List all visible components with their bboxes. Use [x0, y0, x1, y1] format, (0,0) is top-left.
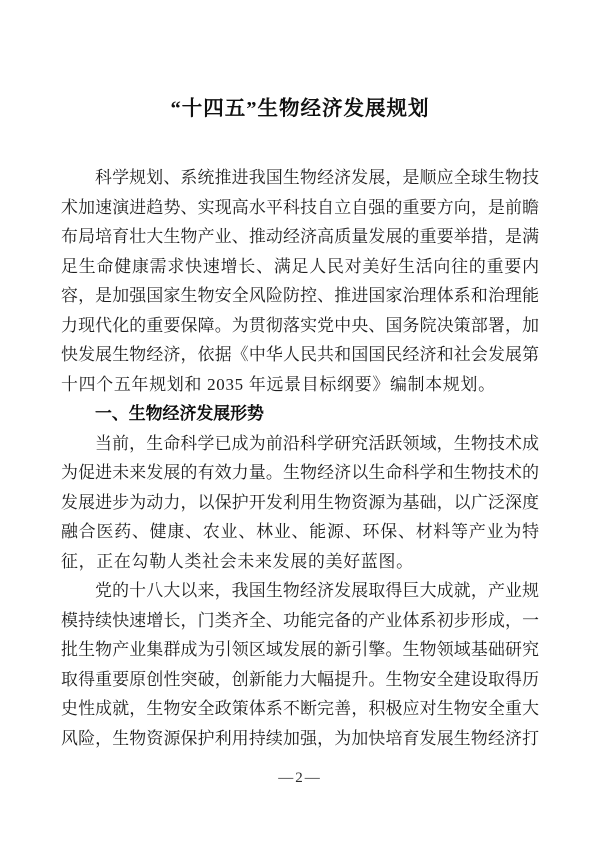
text-line: 取得重要原创性突破，创新能力大幅提升。生物安全建设取得历	[61, 669, 539, 689]
text-line: 力现代化的重要保障。为贯彻落实党中央、国务院决策部署，加	[61, 315, 539, 335]
text-line: 风险，生物资源保护利用持续加强，为加快培育发展生物经济打	[61, 728, 539, 748]
text-line: 为促进未来发展的有效力量。生物经济以生命科学和生物技术的	[61, 463, 539, 482]
text-line: 党的十八大以来，我国生物经济发展取得巨大成就，产业规	[95, 581, 539, 600]
text-line: 快发展生物经济，依据《中华人民共和国国民经济和社会发展第	[61, 345, 539, 364]
text-line: 十四个五年规划和 2035 年远景目标纲要》编制本规划。	[61, 374, 496, 394]
document-title: “十四五”生物经济发展规划	[170, 98, 430, 120]
text-line: 史性成就，生物安全政策体系不断完善，积极应对生物安全重大	[61, 699, 539, 718]
document-body	[61, 163, 539, 753]
text-line: 批生物产业集群成为引领区域发展的新引擎。生物领域基础研究	[61, 640, 539, 659]
text-line: 征，正在勾勒人类社会未来发展的美好蓝图。	[61, 551, 414, 571]
text-line: 足生命健康需求快速增长、满足人民对美好生活向往的重要内	[61, 256, 539, 276]
text-line: 术加速演进趋势、实现高水平科技自立自强的重要方向，是前瞻	[61, 197, 539, 217]
text-line: 模持续快速增长，门类齐全、功能完备的产业体系初步形成，一	[61, 610, 539, 630]
text-line: 当前，生命科学已成为前沿科学研究活跃领域，生物技术成	[95, 433, 539, 453]
text-line: 容，是加强国家生物安全风险防控、推进国家治理体系和治理能	[61, 286, 539, 305]
text-line: 发展进步为动力，以保护开发利用生物资源为基础，以广泛深度	[61, 492, 539, 512]
text-line: 科学规划、系统推进我国生物经济发展，是顺应全球生物技	[95, 168, 539, 187]
text-line: 融合医药、健康、农业、林业、能源、环保、材料等产业为特	[61, 522, 539, 541]
text-line: 布局培育壮大生物产业、推动经济高质量发展的重要举措，是满	[61, 227, 539, 246]
section-heading: 一、生物经济发展形势	[95, 404, 264, 423]
page-number: —2—	[278, 770, 322, 786]
